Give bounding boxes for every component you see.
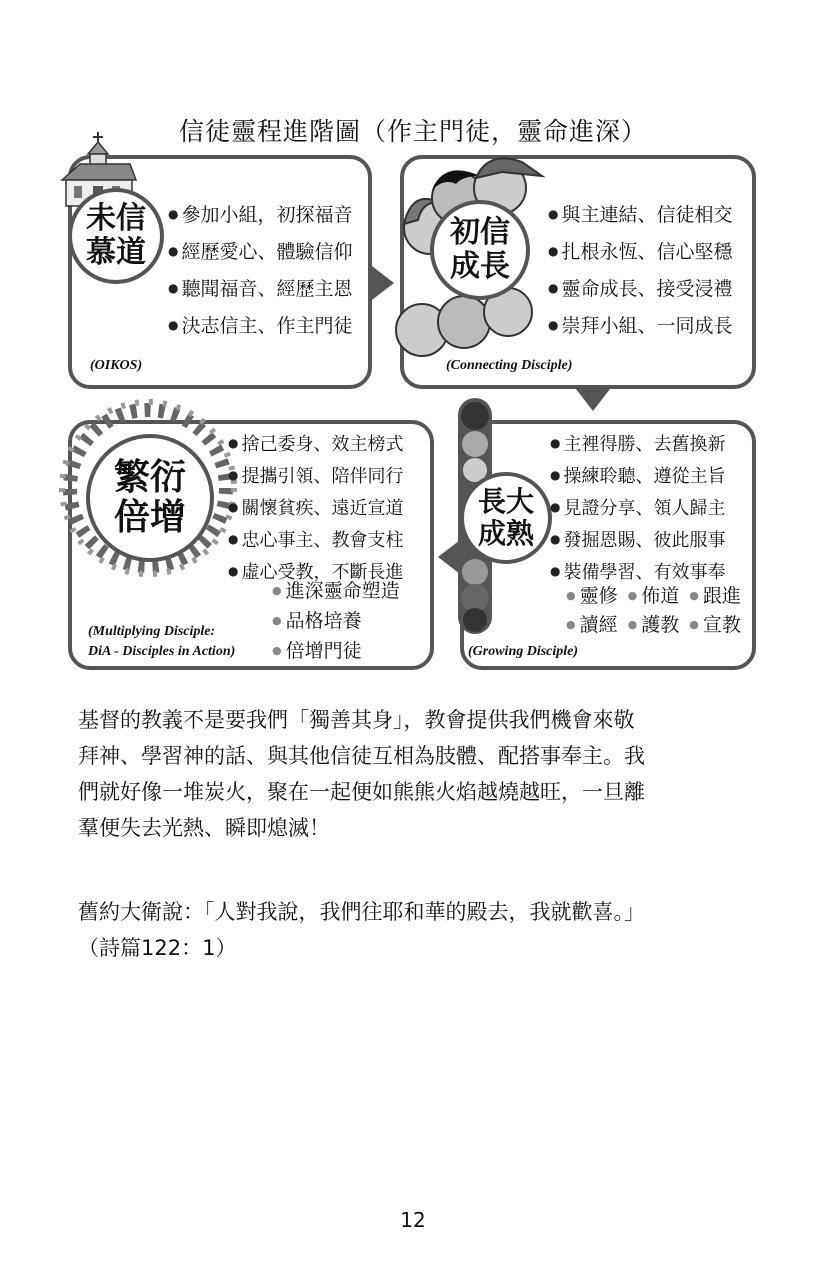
- badge-line-2: 成熟: [477, 517, 534, 550]
- paragraph-line: 拜神、學習神的話、與其他信徒互相為肢體、配搭事奉主。我: [78, 744, 645, 768]
- paragraph-line: （詩篇122：1）: [78, 936, 237, 960]
- list-item: ● 關懷貧疾、遠近宣道: [228, 492, 403, 524]
- english-line-2: DiA - Disciples in Action): [88, 644, 236, 659]
- list-item: ● 與主連結、信徒相交: [548, 196, 733, 233]
- list-item: ● 聽聞福音、經歷主恩: [168, 270, 353, 307]
- list-item: ● 扎根永恆、信心堅穩: [548, 233, 733, 270]
- stage-list-connecting: [548, 196, 733, 344]
- sub-item: ● 進深靈命塑造: [272, 576, 400, 606]
- paragraph-line: 基督的教義不是要我們「獨善其身」，教會提供我們機會來敬: [78, 708, 635, 732]
- stage-list-oikos: [168, 196, 353, 344]
- multiplying-sub-list: [272, 576, 400, 666]
- badge-line-1: 繁衍: [113, 457, 186, 498]
- growing-sub-row-1: [566, 582, 741, 610]
- diagram-title: 信徒靈程進階圖（作主門徒，靈命進深）: [178, 117, 647, 146]
- list-item: ● 忠心事主、教會支柱: [228, 524, 403, 556]
- stage-badge-oikos: [68, 188, 164, 284]
- list-item: ● 裝備學習、有效事奉: [550, 556, 725, 588]
- paragraph-line: 舊約大衛說：「人對我說，我們往耶和華的殿去，我就歡喜。」: [78, 900, 645, 924]
- badge-line-2: 成長: [450, 249, 510, 284]
- sub-item: ● 佈道: [628, 582, 680, 610]
- badge-line-2: 倍增: [113, 497, 186, 538]
- badge-line-1: 長大: [477, 485, 534, 518]
- list-item: ● 經歷愛心、體驗信仰: [168, 233, 353, 270]
- list-item: ● 靈命成長、接受浸禮: [548, 270, 733, 307]
- body-paragraph-1: [78, 702, 758, 846]
- stage-english-growing: (Growing Disciple): [468, 644, 579, 659]
- list-item: ● 參加小組，初探福音: [168, 196, 353, 233]
- arrow-down-icon: [576, 389, 610, 417]
- list-item: ● 發掘恩賜、彼此服事: [550, 524, 725, 556]
- body-paragraph-2: [78, 894, 758, 966]
- stage-badge-connecting: [430, 200, 530, 300]
- paragraph-line: 羣便失去光熱、瞬即熄滅！: [78, 816, 330, 840]
- stage-list-multiplying: [228, 428, 403, 588]
- paragraph-line: 們就好像一堆炭火，聚在一起便如熊熊火焰越燒越旺，一旦離: [78, 780, 645, 804]
- list-item: ● 提攜引領、陪伴同行: [228, 460, 403, 492]
- badge-line-1: 初信: [450, 215, 510, 250]
- stage-english-connecting: (Connecting Disciple): [446, 358, 573, 373]
- badge-line-1: 未信: [86, 201, 146, 236]
- stage-english-oikos: (OIKOS): [90, 358, 143, 373]
- list-item: ● 主裡得勝、去舊換新: [550, 428, 725, 460]
- sub-item: ● 讀經: [566, 611, 618, 639]
- sub-item: ● 倍增門徒: [272, 636, 400, 666]
- sub-item: ● 跟進: [689, 582, 741, 610]
- badge-line-2: 慕道: [86, 235, 146, 270]
- list-item: ● 崇拜小組、一同成長: [548, 307, 733, 344]
- sub-item: ● 品格培養: [272, 606, 400, 636]
- list-item: ● 決志信主、作主門徒: [168, 307, 353, 344]
- sub-item: ● 護教: [628, 611, 680, 639]
- list-item: ● 見證分享、領人歸主: [550, 492, 725, 524]
- sub-item: ● 宣教: [689, 611, 741, 639]
- stage-english-multiplying: [88, 622, 235, 662]
- list-item: ● 操練聆聽、遵從主旨: [550, 460, 725, 492]
- english-line-1: (Multiplying Disciple:: [88, 624, 216, 639]
- growing-sub-row-2: [566, 611, 741, 639]
- stage-badge-growing: [460, 472, 552, 564]
- sub-item: ● 靈修: [566, 582, 618, 610]
- page-number: 12: [400, 1208, 426, 1232]
- stage-badge-multiplying: [86, 434, 214, 562]
- stage-list-growing: [550, 428, 725, 588]
- list-item: ● 捨己委身、效主榜式: [228, 428, 403, 460]
- arrow-left-icon: [436, 540, 460, 578]
- list-item: ● 虛心受教，不斷長進: [228, 556, 403, 588]
